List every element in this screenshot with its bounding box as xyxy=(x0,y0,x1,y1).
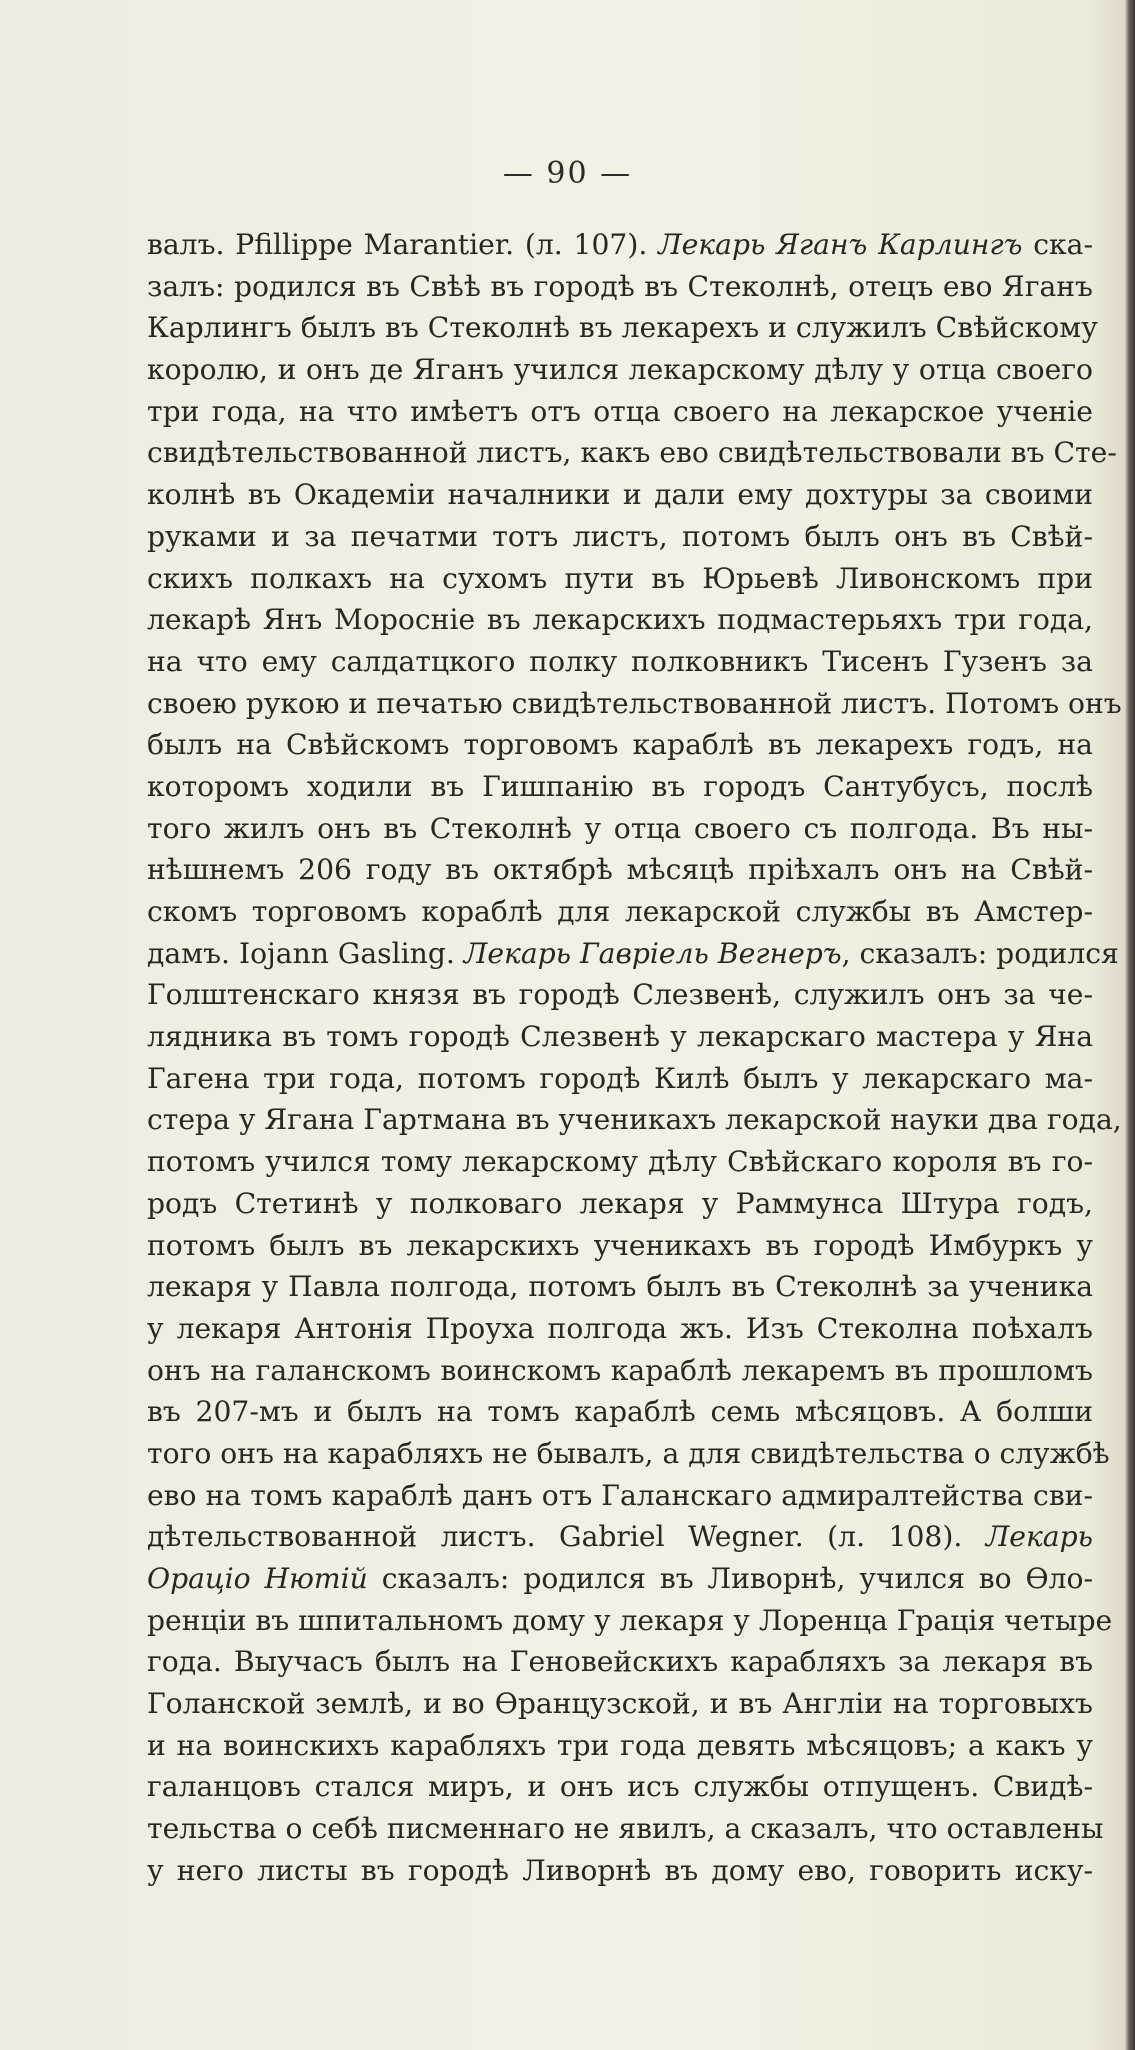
text-segment: королю, и онъ де Яганъ учился лекарскому дѣлу у отца своего xyxy=(147,353,1093,387)
text-line xyxy=(147,1683,1093,1725)
text-segment: на что ему салдатцкого полку полковникъ Тисенъ Гузенъ за xyxy=(147,644,1093,678)
text-line xyxy=(147,1058,1093,1100)
text-line xyxy=(147,1850,1093,1892)
text-segment: и на воинскихъ карабляхъ три года девять мѣсяцовъ; а какъ у xyxy=(147,1728,1093,1762)
text-segment: онъ на галанскомъ воинскомъ караблѣ лекаремъ въ прошломъ xyxy=(147,1353,1093,1387)
text-line xyxy=(147,808,1093,850)
text-segment: потомъ учился тому лекарскому дѣлу Свѣйскаго короля въ го- xyxy=(147,1145,1093,1179)
text-line xyxy=(147,1391,1093,1433)
text-line xyxy=(147,474,1093,516)
text-line xyxy=(147,683,1122,725)
text-line xyxy=(147,1433,1110,1475)
text-line xyxy=(147,599,1093,641)
text-segment: нѣшнемъ 206 году въ октябрѣ мѣсяцѣ пріѣхалъ онъ на Свѣй- xyxy=(147,853,1093,887)
text-segment: Карлингъ былъ въ Стеколнѣ въ лекарехъ и служилъ Свѣйскому xyxy=(147,311,1098,345)
text-segment: три года, на что имѣетъ отъ отца своего на лекарское ученіе xyxy=(147,394,1093,428)
text-line xyxy=(147,349,1093,391)
text-segment: въ 207-мъ и былъ на томъ караблѣ семь мѣсяцовъ. А болши xyxy=(147,1395,1093,1429)
text-line xyxy=(147,1225,1093,1267)
text-line xyxy=(147,1558,1093,1600)
text-segment: руками и за печатми тотъ листъ, потомъ былъ онъ въ Свѣй- xyxy=(147,519,1093,553)
text-segment: лекарѣ Янъ Моросніе въ лекарскихъ подмастерьяхъ три года, xyxy=(147,603,1093,637)
text-segment: года. Выучасъ былъ на Геновейскихъ карабляхъ за лекаря въ xyxy=(147,1645,1093,1679)
text-line xyxy=(147,1725,1093,1767)
text-line xyxy=(147,1766,1093,1808)
text-segment: валъ. Pfillippe Marantier. (л. 107). xyxy=(147,228,659,261)
text-segment: дамъ. Iojann Gasling. xyxy=(147,936,464,970)
text-line xyxy=(147,224,1093,266)
page-number: — 90 — xyxy=(502,156,633,191)
text-segment: лекаря у Павла полгода, потомъ былъ въ Стеколнѣ за ученика xyxy=(147,1270,1093,1304)
text-segment: лядника въ томъ городѣ Слезвенѣ у лекарскаго мастера у Яна xyxy=(147,1020,1093,1054)
page-edge-shadow xyxy=(1125,0,1135,2050)
text-segment: сказалъ: родился въ Ливорнѣ, учился во Ѳло- xyxy=(367,1562,1093,1595)
text-line xyxy=(147,1600,1113,1642)
text-segment: того жилъ онъ въ Стеколнѣ у отца своего съ полгода. Въ ны- xyxy=(147,811,1093,845)
text-line xyxy=(147,307,1098,349)
text-line xyxy=(147,558,1093,600)
text-line xyxy=(147,1475,1093,1517)
text-line xyxy=(147,1641,1093,1683)
text-line xyxy=(147,724,1093,766)
text-segment: ска- xyxy=(1022,228,1093,261)
text-segment: ево на томъ караблѣ данъ отъ Галанскаго адмиралтейства сви- xyxy=(147,1478,1093,1512)
text-segment: галанцовъ сталcя миръ, и онъ исъ службы отпущенъ. Свидѣ- xyxy=(147,1770,1093,1804)
text-line xyxy=(147,1516,1093,1558)
text-segment: у лекаря Антонія Проуха полгода жъ. Изъ Стеколна поѣхалъ xyxy=(147,1311,1093,1345)
text-segment: дѣтельствованной листъ. Gabriel Wegner. (л. 108). xyxy=(147,1520,986,1554)
text-line xyxy=(147,1308,1093,1350)
text-line xyxy=(147,516,1093,558)
text-segment: родъ Стетинѣ у полковаго лекаря у Раммунса Штура годъ, xyxy=(147,1186,1093,1220)
text-segment: своею рукою и печатью свидѣтельствованной листъ. Потомъ онъ xyxy=(147,686,1122,720)
text-segment: залъ: родился въ Свѣѣ въ городѣ въ Стеколнѣ, отецъ ево Яганъ xyxy=(147,269,1093,303)
text-segment: у него листы въ городѣ Ливорнѣ въ дому ево, говорить иску- xyxy=(147,1853,1093,1887)
text-line xyxy=(147,1350,1093,1392)
text-line xyxy=(147,891,1093,933)
italic-name: Ораціо Нютій xyxy=(147,1562,368,1595)
text-segment: Голанской землѣ, и во Ѳранцузской, и въ Англіи на торговыхъ xyxy=(147,1687,1093,1721)
text-segment: ренціи въ шпитальномъ дому у лекаря у Лоренца Грація четыре xyxy=(147,1603,1113,1637)
text-line xyxy=(147,1808,1104,1850)
text-line xyxy=(147,266,1093,308)
text-line xyxy=(147,1099,1122,1141)
text-line xyxy=(147,1183,1093,1225)
text-segment: которомъ ходили въ Гишпанію въ городъ Сантубусъ, послѣ xyxy=(147,769,1093,803)
text-segment: стера у Ягана Гартмана въ ученикахъ лекарской науки два года, xyxy=(147,1103,1122,1137)
text-segment: потомъ былъ въ лекарскихъ ученикахъ въ городѣ Имбуркъ у xyxy=(147,1228,1093,1262)
text-line xyxy=(147,933,1119,975)
text-segment: свидѣтельствованной листъ, какъ ево свидѣтельствовали въ Сте- xyxy=(147,436,1117,470)
text-line xyxy=(147,432,1117,474)
text-segment: скихъ полкахъ на сухомъ пути въ Юрьевѣ Ливонскомъ при xyxy=(147,561,1093,595)
text-segment: тельства о себѣ писменнаго не явилъ, а сказалъ, что оставлены xyxy=(147,1812,1104,1846)
text-line xyxy=(147,641,1093,683)
text-line xyxy=(147,766,1093,808)
text-segment: былъ на Свѣйскомъ торговомъ караблѣ въ лекарехъ годъ, на xyxy=(147,728,1093,762)
text-line xyxy=(147,974,1093,1016)
text-line xyxy=(147,1016,1093,1058)
text-segment: Голштенскаго князя въ городѣ Слезвенѣ, служилъ онъ за че- xyxy=(147,978,1093,1012)
text-segment: скомъ торговомъ кораблѣ для лекарской службы въ Амстер- xyxy=(147,895,1093,928)
text-line xyxy=(147,391,1093,433)
italic-name: Лекарь Яганъ Карлингъ xyxy=(658,228,1023,261)
text-segment: , сказалъ: родился xyxy=(841,936,1119,970)
text-segment: колнѣ въ Окадеміи началники и дали ему дохтуры за своими xyxy=(147,478,1093,512)
text-line xyxy=(147,849,1093,891)
text-segment: Гагена три года, потомъ городѣ Килѣ былъ у лекарскаго ма- xyxy=(147,1061,1093,1095)
body-text xyxy=(147,224,1122,1892)
italic-name: Лекарь Гавріель Вегнеръ xyxy=(463,936,842,970)
text-line xyxy=(147,1141,1093,1183)
italic-name: Лекарь xyxy=(985,1520,1093,1554)
text-line xyxy=(147,1266,1093,1308)
text-segment: того онъ на карабляхъ не бывалъ, а для свидѣтельства о службѣ xyxy=(147,1436,1110,1470)
